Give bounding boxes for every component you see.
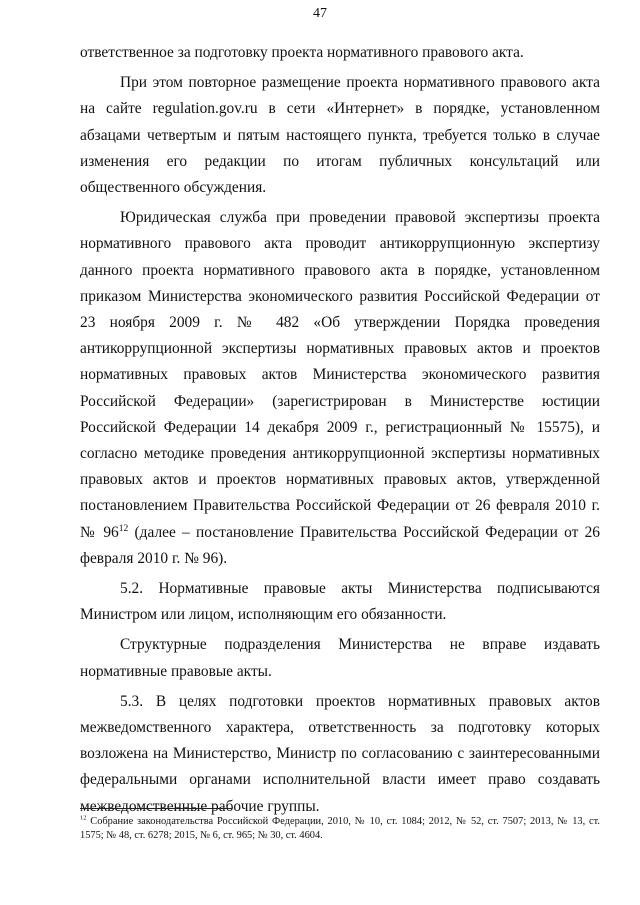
paragraph-structural-units: Структурные подразделения Министерства не вправе издавать нормативные правовые акты. xyxy=(80,636,600,680)
page-number: 47 xyxy=(313,6,327,21)
paragraph-continuation: ответственное за подготовку проекта нормативного правового акта. xyxy=(80,44,524,61)
footnote xyxy=(80,815,600,843)
paragraph-5-3: 5.3. В целях подготовки проектов нормативных правовых актов межведомственного характера, ответственность за подготовку которых возложена на Министерство, Министр по согласованию с заинтересованными федеральными органами исполнительной власти имеет право создавать межведомственные рабочие группы. xyxy=(80,692,600,815)
footnote-text: Собрание законодательства Российской Федерации, 2010, № 10, ст. 1084; 2012, № 52, ст. 7507; 2013, № 13, ст. 1575; № 48, ст. 6278; 2015, № 6, ст. 965; № 30, ст. 4604. xyxy=(80,816,600,841)
paragraph-repeat-publication: При этом повторное размещение проекта нормативного правового акта на сайте regulation.gov.ru в сети «Интернет» в порядке, установленном абзацами четвертым и пятым настоящего пункта, требуется только в случае изменения его редакции по итогам публичных консультаций или общественного обсуждения. xyxy=(80,74,600,197)
paragraph-5-2: 5.2. Нормативные правовые акты Министерства подписываются Министром или лицом, исполняющим его обязанности. xyxy=(80,580,600,624)
paragraph-legal-expertise xyxy=(80,205,600,572)
footnote-divider xyxy=(80,808,232,809)
footnote-reference: 12 xyxy=(118,522,129,534)
footnote-marker: 12 xyxy=(80,814,87,822)
legal-expertise-text-end: (далее – постановление Правительства Российской Федерации от 26 февраля 2010 г. № 96). xyxy=(80,523,600,567)
legal-expertise-text: Юридическая служба при проведении правовой экспертизы проекта нормативного правового акта проводит антикоррупционную экспертизу данного проекта нормативного правового акта в порядке, установленном приказом Министерства экономического развития Российской Федерации от 23 ноября 2009 г. № 482 «Об утверждении Порядка проведения антикоррупционной экспертизы нормативных правовых актов и проектов нормативных правовых актов Министерства экономического развития Российской Федерации» (зарегистрирован в Министерстве юстиции Российской Федерации 14 декабря 2009 г., регистрационный № 15575), и согласно методике проведения антикоррупционной экспертизы нормативных правовых актов и проектов нормативных правовых актов, утвержденной постановлением Правительства Российской Федерации от 26 февраля 2010 г. № 96 xyxy=(80,209,600,541)
document-body xyxy=(80,40,600,820)
